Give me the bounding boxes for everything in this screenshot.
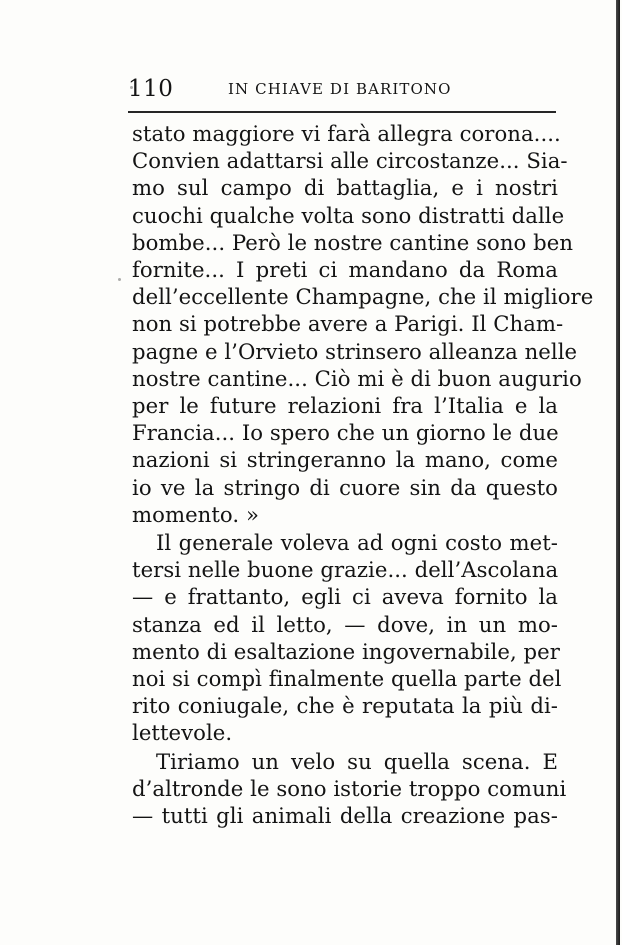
text-line: dell’eccellente Champagne, che il migliore: [132, 284, 594, 310]
page-edge: [616, 0, 620, 945]
text-line: tersi nelle buone grazie... dell’Ascolana: [132, 557, 559, 583]
text-line: per le future relazioni fra l’Italia e la: [132, 393, 558, 419]
text-line: rito coniugale, che è reputata la più di-: [132, 693, 558, 719]
page-header: [128, 74, 556, 108]
text-line: cuochi qualche volta sono distratti dalle: [132, 202, 565, 228]
text-line: io ve la stringo di cuore sin da questo: [132, 474, 558, 500]
text-line: fornite... I preti ci mandano da Roma: [132, 257, 558, 283]
text-line: stato maggiore vi farà allegra corona....: [132, 121, 561, 146]
text-line: mento di esaltazione ingovernabile, per: [132, 638, 560, 664]
text-line: — e frattanto, egli ci aveva fornito la: [132, 584, 558, 610]
text-line: mo sul campo di battaglia, e i nostri: [132, 175, 558, 201]
header-rule: [128, 111, 556, 113]
text-line: Tiriamo un velo su quella scena. E: [156, 748, 558, 774]
text-line: Il generale voleva ad ogni costo met-: [156, 530, 558, 556]
text-line: non si potrebbe avere a Parigi. Il Cham-: [132, 311, 564, 337]
text-line: Francia... Io spero che un giorno le due: [132, 420, 559, 446]
text-line: nostre cantine... Ciò mi è di buon augurio: [132, 365, 582, 391]
paragraph-1: [132, 120, 594, 528]
text-line: lettevole.: [132, 720, 233, 746]
running-title: IN CHIAVE DI BARITONO: [228, 80, 452, 98]
body-text: [132, 120, 594, 829]
paragraph-2: [132, 529, 562, 747]
paper-speck: [118, 278, 121, 281]
text-line: — tutti gli animali della creazione pas-: [132, 803, 558, 829]
text-line: momento. »: [132, 501, 259, 527]
text-line: d’altronde le sono istorie troppo comuni: [132, 775, 567, 801]
text-line: pagne e l’Orvieto strinsero alleanza nelle: [132, 338, 578, 364]
text-line: Convien adattarsi alle circostanze... Sia-: [132, 148, 568, 174]
text-line: noi si compì finalmente quella parte del: [132, 666, 562, 692]
text-line: stanza ed il letto, — dove, in un mo-: [132, 611, 558, 637]
text-line: nazioni si stringeranno la mano, come: [132, 447, 558, 473]
page-number: 110: [128, 76, 174, 102]
paragraph-3: [132, 748, 567, 830]
text-line: bombe... Però le nostre cantine sono ben: [132, 229, 574, 255]
